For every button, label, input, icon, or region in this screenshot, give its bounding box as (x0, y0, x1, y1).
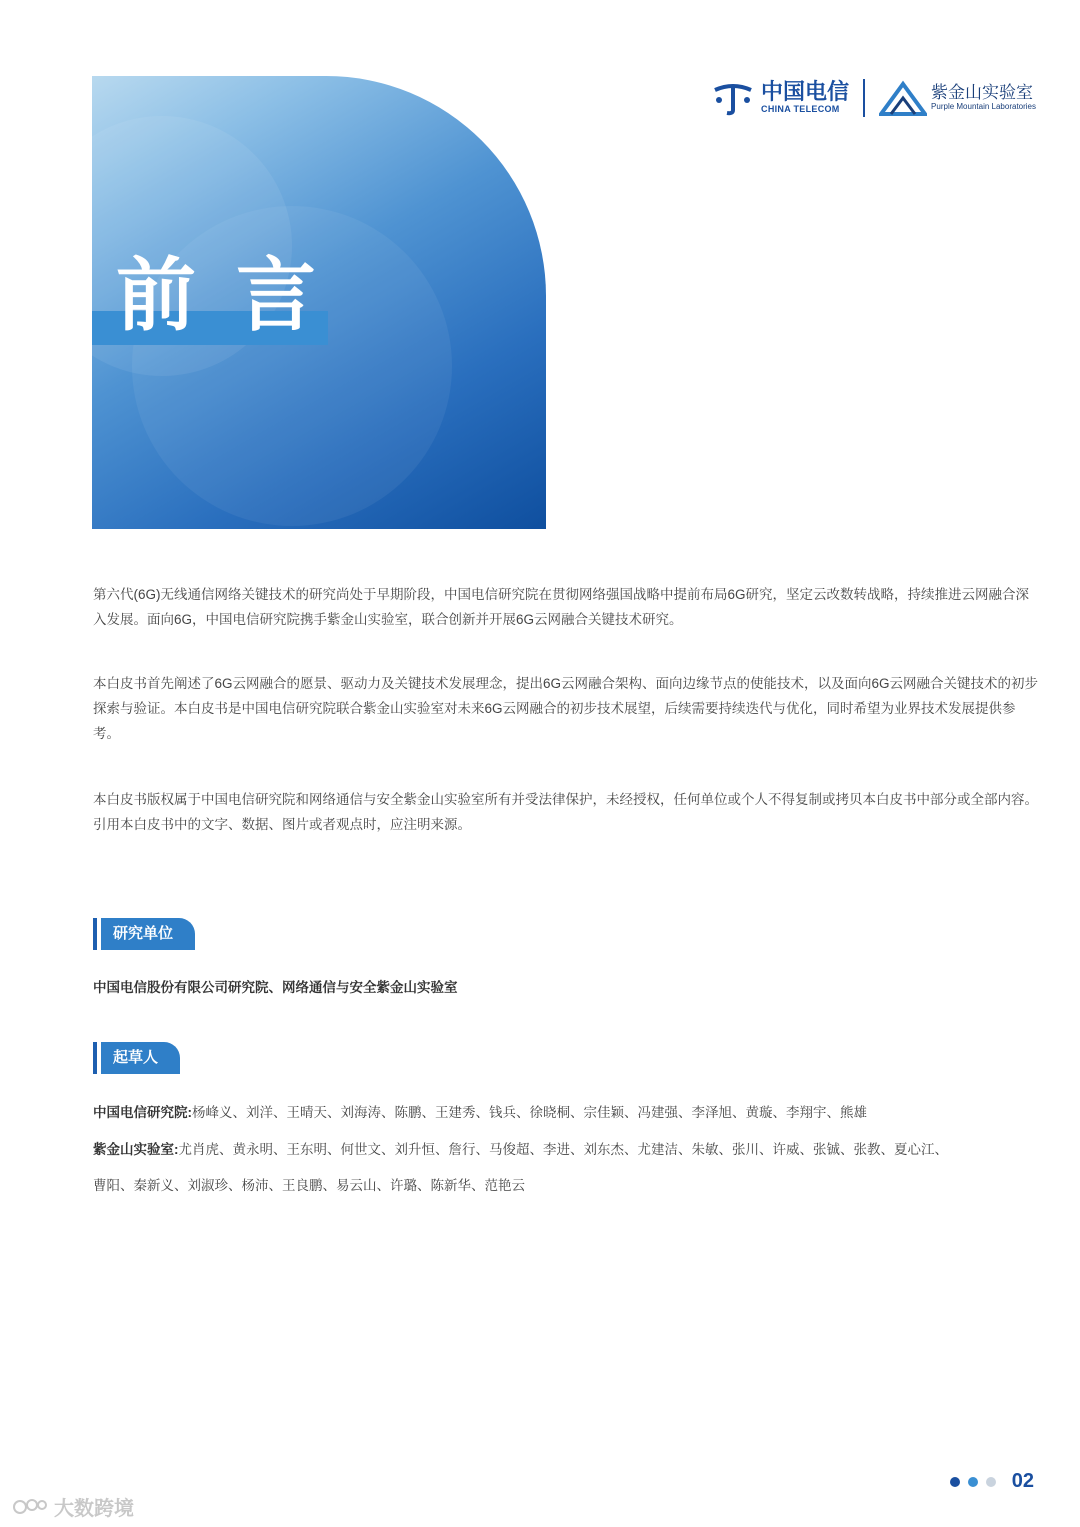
ct-drafters-line (93, 1101, 867, 1121)
ct-drafters-names: 杨峰义、刘洋、王晴天、刘海涛、陈鹏、王建秀、钱兵、徐晓桐、宗佳颖、冯建强、李泽旭、黄璇、李翔宇、熊雄 (192, 1105, 867, 1120)
intro-paragraph-2: 本白皮书首先阐述了6G云网融合的愿景、驱动力及关键技术发展理念，提出6G云网融合架构、面向边缘节点的使能技术，以及面向6G云网融合关键技术的初步探索与验证。本白皮书是中国电信研究院联合紫金山实验室对未来6G云网融合的初步技术展望，后续需要持续迭代与优化，同时希望为业界技术发展提供参考。 (93, 676, 1039, 741)
pml-drafters-label: 紫金山实验室: (93, 1142, 179, 1157)
drafters-heading (93, 1042, 180, 1074)
research-unit-text: 中国电信股份有限公司研究院、网络通信与安全紫金山实验室 (93, 980, 458, 995)
watermark-text: 大数跨境 (54, 1498, 134, 1520)
ct-drafters-label: 中国电信研究院: (93, 1105, 192, 1120)
china-telecom-en: CHINA TELECOM (761, 104, 840, 114)
page-dot (986, 1477, 996, 1487)
pml-drafters-names-2: 曹阳、秦新义、刘淑珍、杨沛、王良鹏、易云山、许璐、陈新华、范艳云 (93, 1178, 525, 1193)
research-unit-heading (93, 918, 195, 950)
page-title: 前言 (116, 249, 356, 342)
page-navigation (950, 1470, 1034, 1493)
copyright-paragraph: 本白皮书版权属于中国电信研究院和网络通信与安全紫金山实验室所有并受法律保护，未经授权，任何单位或个人不得复制或拷贝本白皮书中部分或全部内容。引用本白皮书中的文字、数据、图片或者观点时，应注明来源。 (93, 792, 1038, 832)
china-telecom-emblem-icon (711, 80, 755, 116)
page-dot (950, 1477, 960, 1487)
pml-drafters-names-1: 尤肖虎、黄永明、王东明、何世文、刘升恒、詹行、马俊超、李进、刘东杰、尤建洁、朱敏、张川、许威、张铖、张教、夏心江、 (178, 1142, 948, 1157)
pml-drafters-line (93, 1138, 948, 1158)
pml-cn: 紫金山实验室 (931, 83, 1034, 103)
pml-en: Purple Mountain Laboratories (931, 102, 1036, 111)
heading-stripe (93, 1042, 97, 1074)
page-number: 02 (1011, 1470, 1034, 1492)
research-unit-label: 研究单位 (101, 918, 195, 950)
pml-drafters-line-2 (93, 1174, 525, 1194)
header-logos (711, 76, 1036, 120)
china-telecom-logo (711, 80, 849, 116)
china-telecom-cn: 中国电信 (761, 80, 850, 105)
watermark (12, 1492, 134, 1521)
mountain-icon (879, 80, 927, 116)
page-dot (968, 1477, 978, 1487)
intro-paragraph-1: 第六代(6G)无线通信网络关键技术的研究尚处于早期阶段，中国电信研究院在贯彻网络强国战略中提前布局6G研究，坚定云改数转战略，持续推进云网融合深入发展。面向6G，中国电信研究院携手紫金山实验室，联合创新并开展6G云网融合关键技术研究。 (93, 587, 1030, 627)
heading-stripe (93, 918, 97, 950)
logo-divider (863, 79, 865, 117)
watermark-logo-icon (12, 1495, 48, 1519)
drafters-label: 起草人 (101, 1042, 180, 1074)
pml-logo (879, 80, 1036, 116)
